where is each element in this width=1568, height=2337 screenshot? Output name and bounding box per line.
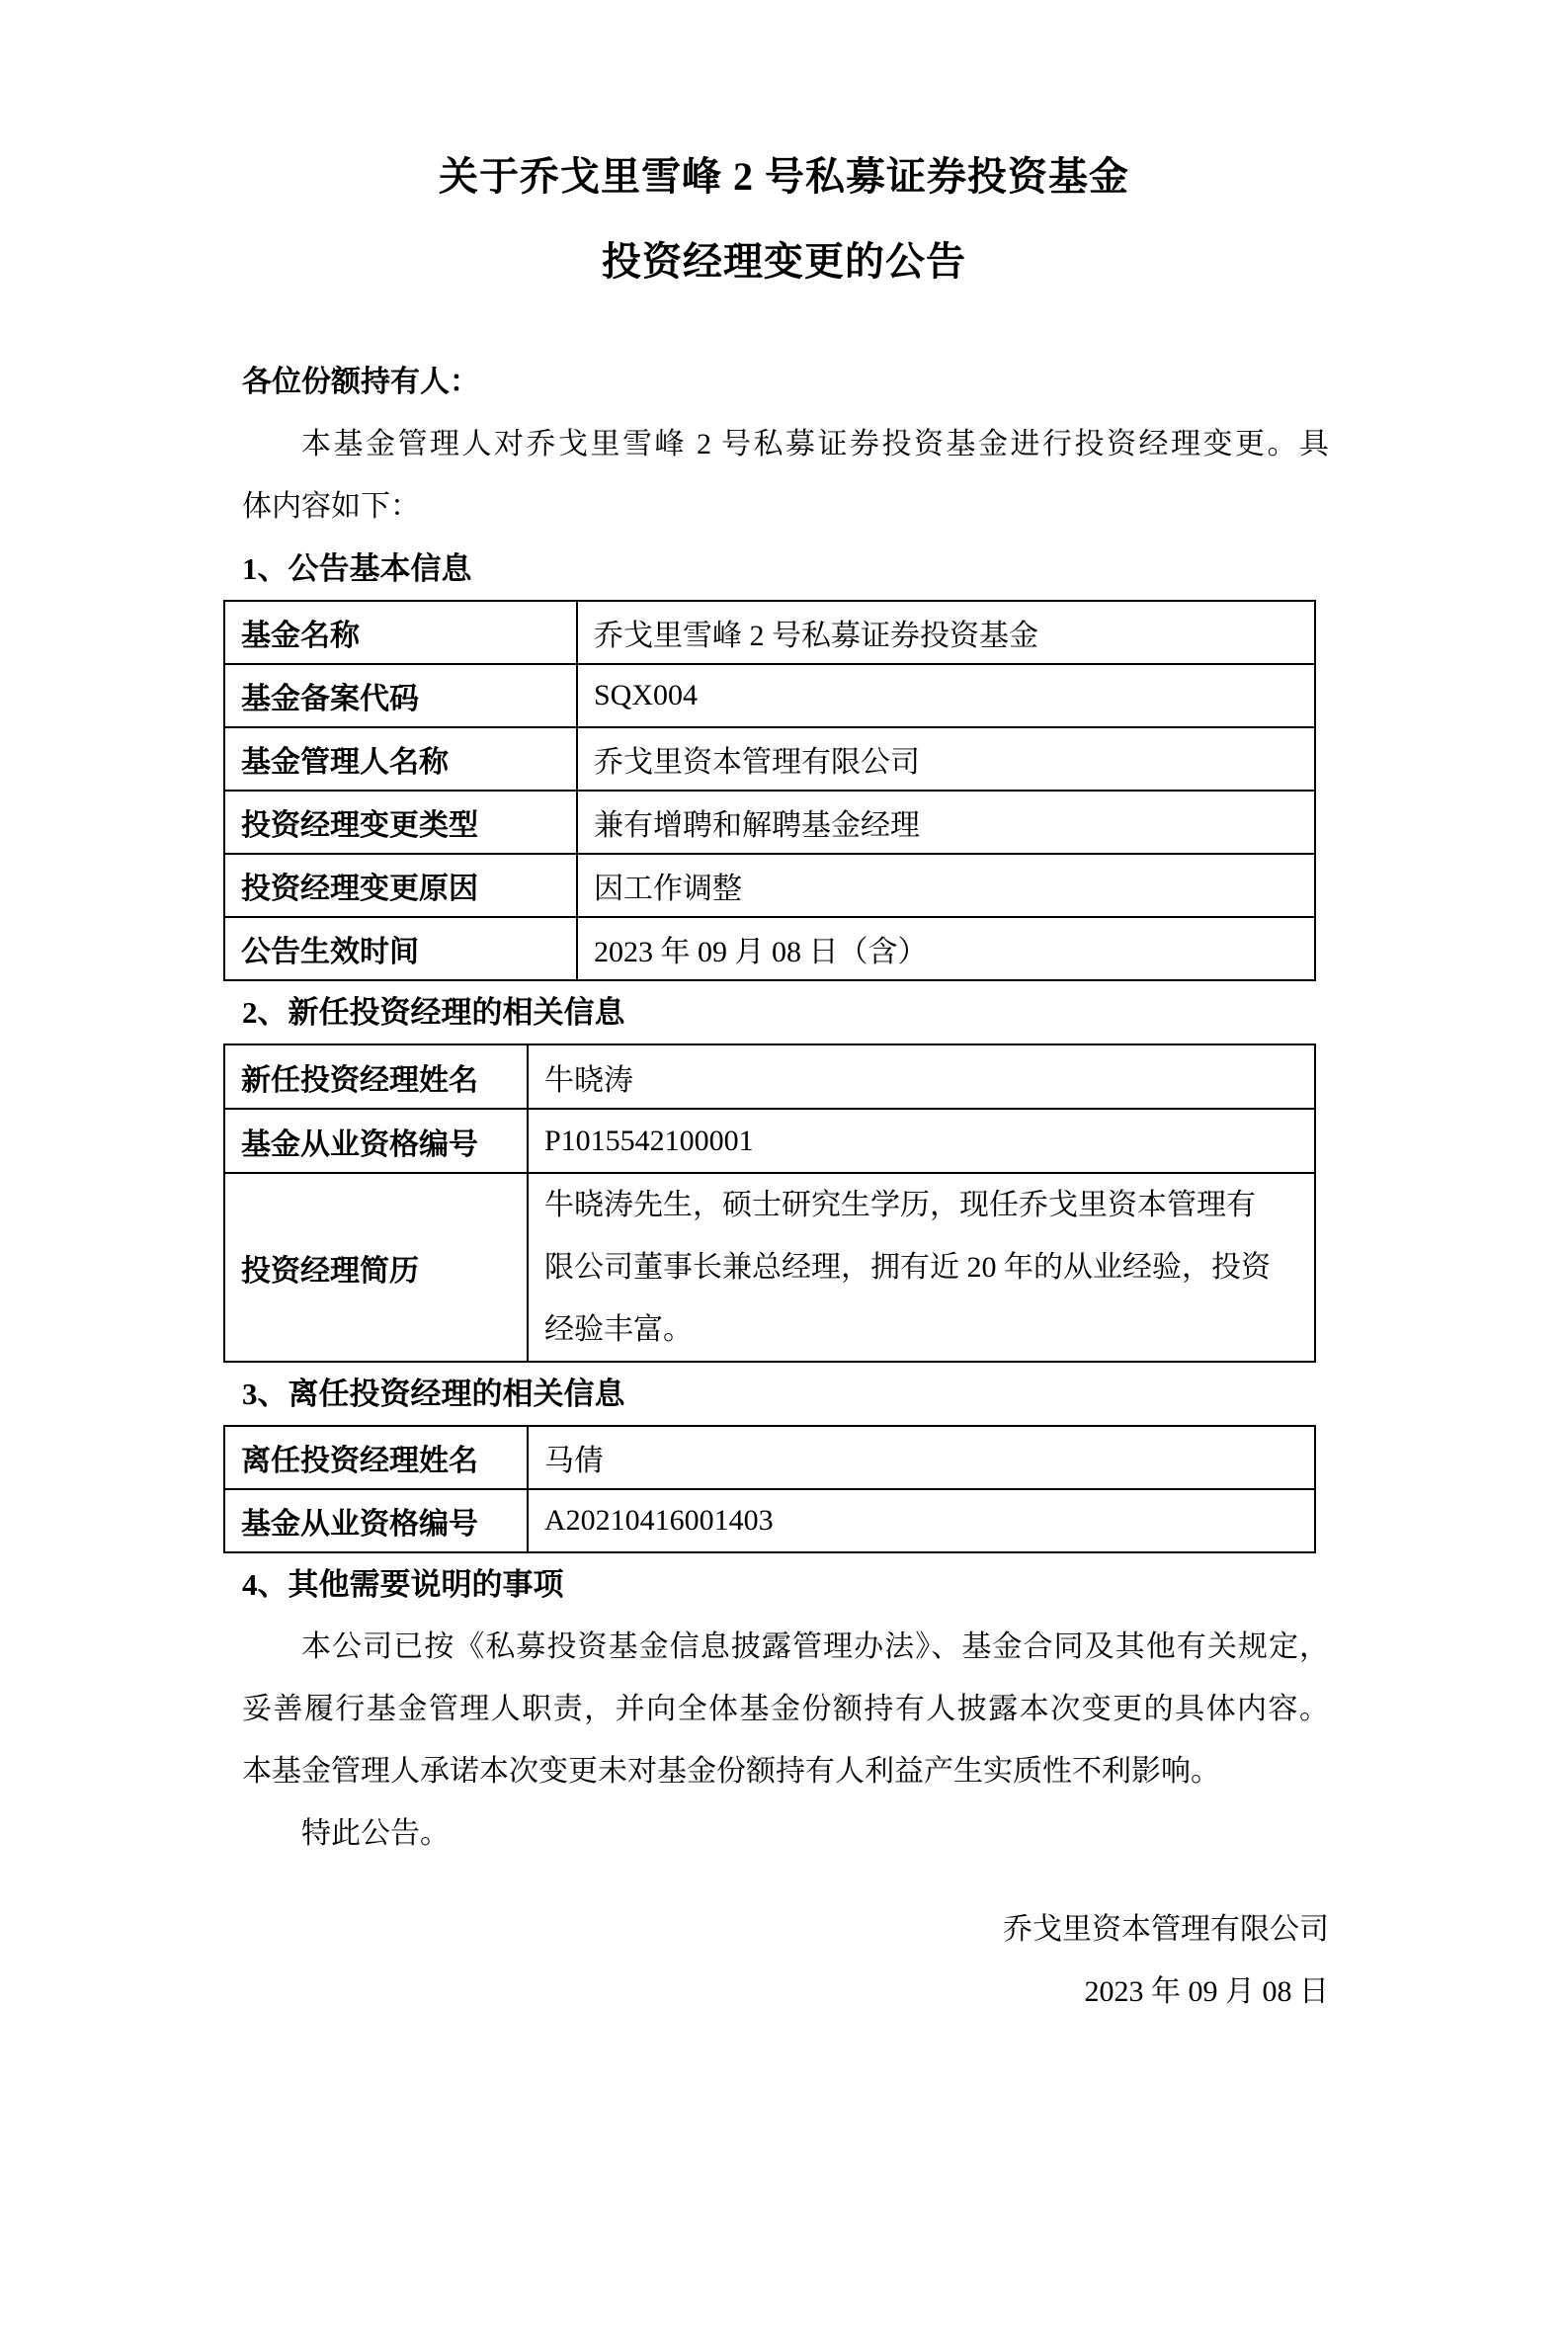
table-value-cell: A20210416001403: [528, 1489, 1315, 1552]
intro-paragraph-line: 体内容如下：: [242, 490, 420, 523]
table-row: [224, 664, 1315, 727]
table-value-cell: 马倩: [528, 1426, 1315, 1489]
document-body: [0, 351, 1568, 2023]
new-manager-info-table: [223, 1043, 1316, 1363]
closing-paragraph: [242, 1616, 1329, 1865]
table-row: [224, 727, 1315, 791]
table-row: [224, 917, 1315, 980]
table-label-cell: 离任投资经理姓名: [224, 1426, 528, 1489]
table-value-cell: SQX004: [577, 664, 1315, 727]
document-title-line1: 关于乔戈里雪峰 2 号私募证券投资基金: [439, 154, 1129, 199]
closing-paragraph-line: 本基金管理人承诺本次变更未对基金份额持有人利益产生实质性不利影响。: [242, 1755, 1220, 1788]
signature-date: 2023 年 09 月 08 日: [1084, 1975, 1329, 2008]
document-title-line2: 投资经理变更的公告: [602, 239, 966, 284]
table-label-cell: 基金从业资格编号: [224, 1109, 528, 1173]
table-label-cell: 基金备案代码: [224, 664, 577, 727]
table-row: [224, 1426, 1315, 1489]
section3-heading: 3、离任投资经理的相关信息: [242, 1377, 625, 1411]
departing-manager-info-table: [223, 1425, 1316, 1553]
table-row: [224, 854, 1315, 917]
closing-paragraph-line: 妥善履行基金管理人职责，并向全体基金份额持有人披露本次变更的具体内容。: [242, 1693, 1329, 1725]
intro-paragraph: [242, 413, 1329, 538]
announcement-basic-info-table: [223, 600, 1316, 981]
table-value-cell: 牛晓涛: [528, 1044, 1315, 1109]
table-value-cell: 兼有增聘和解聘基金经理: [577, 791, 1315, 854]
bio-line: 牛晓涛先生，硕士研究生学历，现任乔戈里资本管理有: [544, 1189, 1256, 1221]
table-row: [224, 1109, 1315, 1173]
table-value-cell: 因工作调整: [577, 854, 1315, 917]
table-label-cell: 投资经理简历: [224, 1173, 528, 1362]
signature-block: [242, 1898, 1329, 2023]
table-value-cell: 2023 年 09 月 08 日（含）: [577, 917, 1315, 980]
greeting-line: 各位份额持有人：: [242, 366, 479, 398]
table-value-cell: 乔戈里雪峰 2 号私募证券投资基金: [577, 601, 1315, 664]
table-row: [224, 601, 1315, 664]
intro-paragraph-line: 本基金管理人对乔戈里雪峰 2 号私募证券投资基金进行投资经理变更。具: [301, 428, 1329, 460]
table-row: [224, 1173, 1315, 1362]
table-label-cell: 基金名称: [224, 601, 577, 664]
section1-heading: 1、公告基本信息: [242, 551, 472, 586]
table-row: [224, 1044, 1315, 1109]
section2-heading: 2、新任投资经理的相关信息: [242, 995, 625, 1030]
bio-line: 限公司董事长兼总经理，拥有近 20 年的从业经验，投资: [544, 1251, 1271, 1284]
closing-paragraph-line: 特此公告。: [301, 1817, 450, 1850]
table-label-cell: 基金管理人名称: [224, 727, 577, 791]
signature-company: 乔戈里资本管理有限公司: [1003, 1913, 1329, 1946]
table-label-cell: 基金从业资格编号: [224, 1489, 528, 1552]
table-label-cell: 投资经理变更原因: [224, 854, 577, 917]
table-value-cell: 乔戈里资本管理有限公司: [577, 727, 1315, 791]
table-row: [224, 791, 1315, 854]
table-value-cell: P1015542100001: [528, 1109, 1315, 1173]
closing-paragraph-line: 本公司已按《私募投资基金信息披露管理办法》、基金合同及其他有关规定，: [301, 1630, 1329, 1663]
table-row: [224, 1489, 1315, 1552]
section4-heading: 4、其他需要说明的事项: [242, 1567, 564, 1602]
table-label-cell: 新任投资经理姓名: [224, 1044, 528, 1109]
manager-bio-cell: [528, 1173, 1315, 1362]
table-label-cell: 投资经理变更类型: [224, 791, 577, 854]
bio-line: 经验丰富。: [544, 1313, 693, 1346]
table-label-cell: 公告生效时间: [224, 917, 577, 980]
